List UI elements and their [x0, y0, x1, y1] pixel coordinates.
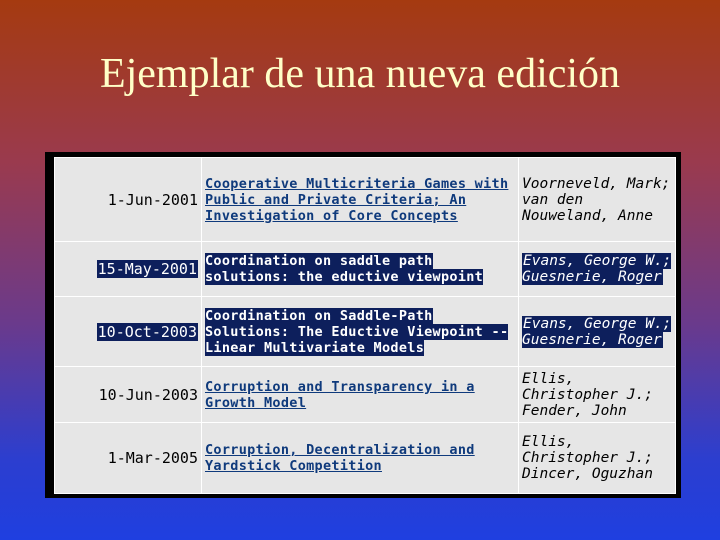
table-row: [55, 367, 676, 423]
authors-text: Evans, George W.; Guesnerie, Roger: [522, 253, 672, 285]
paper-title-link[interactable]: Corruption, Decentralization and Yardstick Competition: [205, 442, 475, 474]
authors-cell: [519, 242, 676, 297]
title-cell: [202, 242, 519, 297]
authors-cell: [519, 367, 676, 423]
date-text: 10-Oct-2003: [97, 322, 197, 341]
authors-text: Ellis, Christopher J.; Fender, John: [522, 370, 653, 419]
paper-title-link[interactable]: Cooperative Multicriteria Games with Public and Private Criteria; An Investigation of Core Concepts: [205, 175, 509, 224]
table-row: [55, 297, 676, 367]
title-cell: [202, 297, 519, 367]
title-cell: [202, 423, 519, 494]
table-row: [55, 242, 676, 297]
slide-title: Ejemplar de una nueva edición: [99, 51, 621, 97]
date-cell: [55, 367, 202, 423]
date-cell: [55, 423, 202, 494]
paper-title-link[interactable]: Coordination on Saddle-Path Solutions: The Eductive Viewpoint -- Linear Multivariate Models: [205, 307, 509, 356]
authors-cell: [519, 423, 676, 494]
results-table: [54, 157, 676, 494]
title-cell: [202, 158, 519, 242]
paper-title-link[interactable]: Corruption and Transparency in a Growth Model: [205, 378, 475, 411]
title-cell: [202, 367, 519, 423]
date-text: 10-Jun-2003: [98, 385, 198, 404]
authors-text: Ellis, Christopher J.; Dincer, Oguzhan: [522, 434, 653, 482]
date-cell: [55, 242, 202, 297]
authors-cell: [519, 158, 676, 242]
date-cell: [55, 297, 202, 367]
table-row: [55, 423, 676, 494]
date-text: 1-Jun-2001: [107, 190, 198, 209]
date-cell: [55, 158, 202, 242]
screenshot-frame: [45, 152, 681, 498]
authors-cell: [519, 297, 676, 367]
date-text: 15-May-2001: [97, 260, 197, 278]
authors-text: Evans, George W.; Guesnerie, Roger: [522, 315, 672, 348]
authors-text: Voorneveld, Mark; van den Nouweland, Anne: [522, 175, 671, 224]
paper-title-link[interactable]: Coordination on saddle path solutions: the eductive viewpoint: [205, 253, 484, 285]
date-text: 1-Mar-2005: [107, 449, 198, 467]
table-row: [55, 158, 676, 242]
